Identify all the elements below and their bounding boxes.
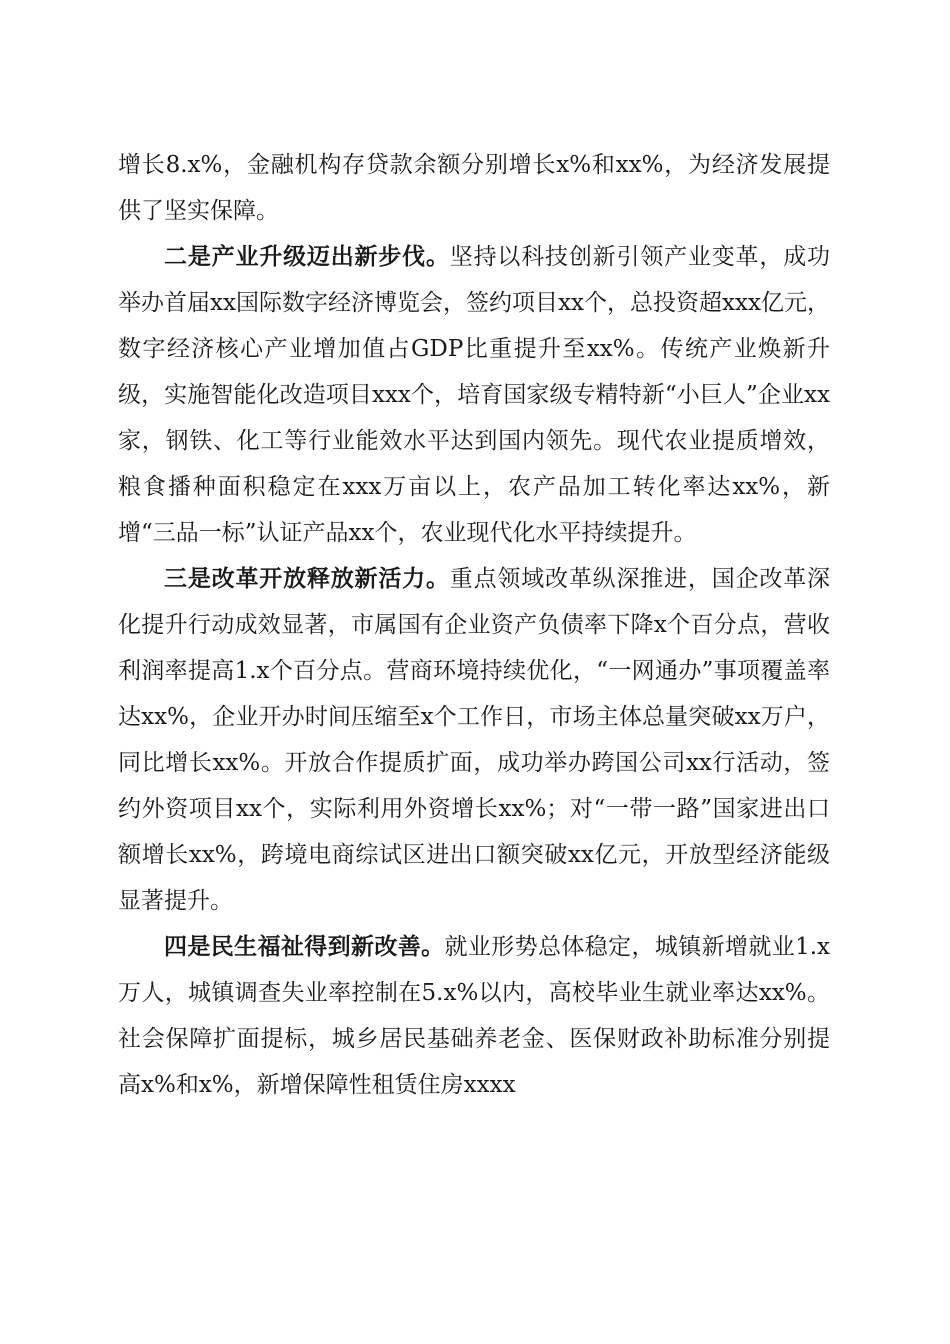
paragraph-text: 就业形势总体稳定，城镇新增就业1.x万人，城镇调查失业率控制在5.x%以内，高校毕业生就业率达xx%。社会保障扩面提标，城乡居民基础养老金、医保财政补助标准分别提高x%和x%，新增保障性租赁住房xxxx [118, 934, 830, 1098]
paragraph-continuation [118, 142, 830, 234]
paragraph-industry-upgrade [118, 234, 830, 556]
paragraph-text: 重点领域改革纵深推进，国企改革深化提升行动成效显著，市属国有企业资产负债率下降x个百分点，营收利润率提高1.x个百分点。营商环境持续优化，“一网通办”事项覆盖率达xx%，企业开办时间压缩至x个工作日，市场主体总量突破xx万户，同比增长xx%。开放合作提质扩面，成功举办跨国公司xx行活动，签约外资项目xx个，实际利用外资增长xx%；对“一带一路”国家进出口额增长xx%，跨境电商综试区进出口额突破xx亿元，开放型经济能级显著提升。 [118, 566, 831, 914]
paragraph-lead: 二是产业升级迈出新步伐。 [164, 243, 450, 270]
paragraph-text: 坚持以科技创新引领产业变革，成功举办首届xx国际数字经济博览会，签约项目xx个，总投资超xxx亿元，数字经济核心产业增加值占GDP比重提升至xx%。传统产业焕新升级，实施智能化改造项目xxx个，培育国家级专精特新“小巨人”企业xx家，钢铁、化工等行业能效水平达到国内领先。现代农业提质增效，粮食播种面积稳定在xxx万亩以上，农产品加工转化率达xx%，新增“三品一标”认证产品xx个，农业现代化水平持续提升。 [118, 244, 831, 546]
paragraph-text: 增长8.x%，金融机构存贷款余额分别增长x%和xx%，为经济发展提供了坚实保障。 [118, 152, 830, 224]
document-body [118, 142, 830, 1108]
paragraph-reform-opening [118, 556, 830, 924]
paragraph-livelihood [118, 924, 830, 1108]
paragraph-lead: 四是民生福祉得到新改善。 [164, 933, 445, 960]
paragraph-lead: 三是改革开放释放新活力。 [164, 565, 450, 592]
